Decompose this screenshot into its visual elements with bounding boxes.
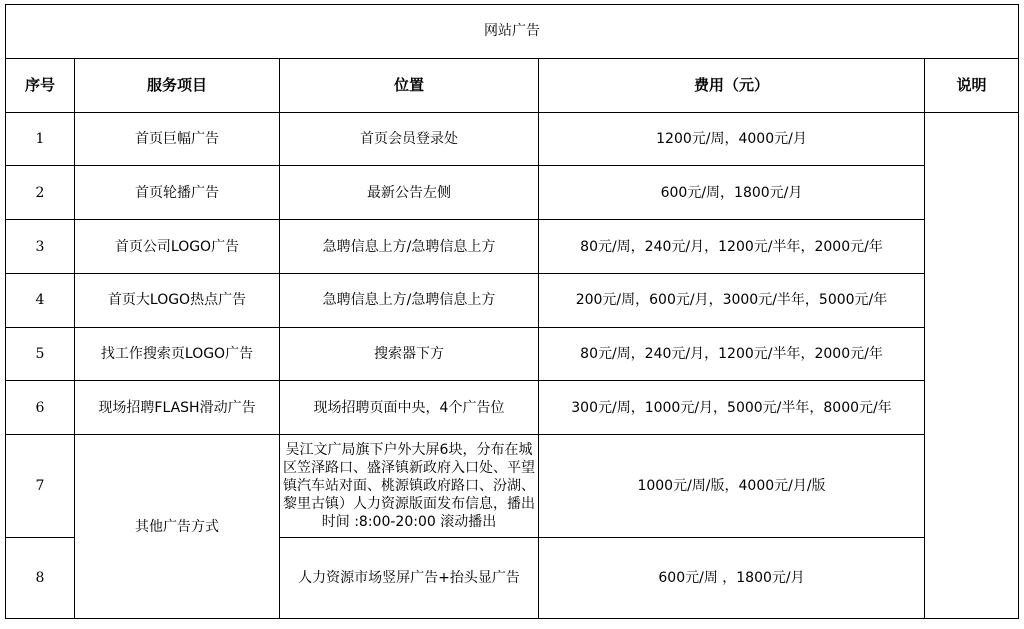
row-no: 8	[6, 537, 75, 618]
header-row	[6, 58, 1019, 112]
table-row	[6, 220, 1019, 274]
row-position: 搜索器下方	[280, 327, 539, 381]
row-item: 现场招聘FLASH滑动广告	[75, 381, 280, 435]
table-row	[6, 166, 1019, 220]
table-row	[6, 273, 1019, 327]
row-price: 600元/周 ，1800元/月	[539, 537, 925, 618]
row-no: 1	[6, 112, 75, 166]
row-no: 3	[6, 220, 75, 274]
row-position: 急聘信息上方/急聘信息上方	[280, 220, 539, 274]
row-no: 6	[6, 381, 75, 435]
row-no: 2	[6, 166, 75, 220]
header-note: 说明	[925, 58, 1019, 112]
row-no: 5	[6, 327, 75, 381]
row-price: 80元/周，240元/月，1200元/半年，2000元/年	[539, 220, 925, 274]
row-no: 7	[6, 435, 75, 538]
row-price: 600元/周，1800元/月	[539, 166, 925, 220]
row-item: 首页公司LOGO广告	[75, 220, 280, 274]
header-no: 序号	[6, 58, 75, 112]
row-item: 首页大LOGO热点广告	[75, 273, 280, 327]
table-title: 网站广告	[6, 5, 1019, 59]
row-position: 最新公告左侧	[280, 166, 539, 220]
table-row	[6, 327, 1019, 381]
table-row	[6, 112, 1019, 166]
note-cell	[925, 112, 1019, 618]
row-price: 200元/周，600元/月，3000元/半年，5000元/年	[539, 273, 925, 327]
table-row	[6, 435, 1019, 538]
ad-pricing-table	[5, 4, 1019, 619]
row-position: 现场招聘页面中央，4个广告位	[280, 381, 539, 435]
row-item-merged: 其他广告方式	[75, 435, 280, 619]
row-price: 1000元/周/版，4000元/月/版	[539, 435, 925, 538]
row-position: 首页会员登录处	[280, 112, 539, 166]
row-price: 1200元/周，4000元/月	[539, 112, 925, 166]
row-price: 80元/周，240元/月，1200元/半年，2000元/年	[539, 327, 925, 381]
table-row	[6, 381, 1019, 435]
header-item: 服务项目	[75, 58, 280, 112]
row-item: 找工作搜索页LOGO广告	[75, 327, 280, 381]
row-position: 急聘信息上方/急聘信息上方	[280, 273, 539, 327]
row-position: 人力资源市场竖屏广告+抬头显广告	[280, 537, 539, 618]
header-position: 位置	[280, 58, 539, 112]
row-no: 4	[6, 273, 75, 327]
row-position: 吴江文广局旗下户外大屏6块，分布在城区笠泽路口、盛泽镇新政府入口处、平望镇汽车站对面、桃源镇政府路口、汾湖、黎里古镇）人力资源版面发布信息，播出时间 :8:00-20:00 滚动播出	[280, 435, 539, 538]
row-item: 首页巨幅广告	[75, 112, 280, 166]
row-price: 300元/周，1000元/月，5000元/半年，8000元/年	[539, 381, 925, 435]
row-item: 首页轮播广告	[75, 166, 280, 220]
header-price: 费用（元）	[539, 58, 925, 112]
